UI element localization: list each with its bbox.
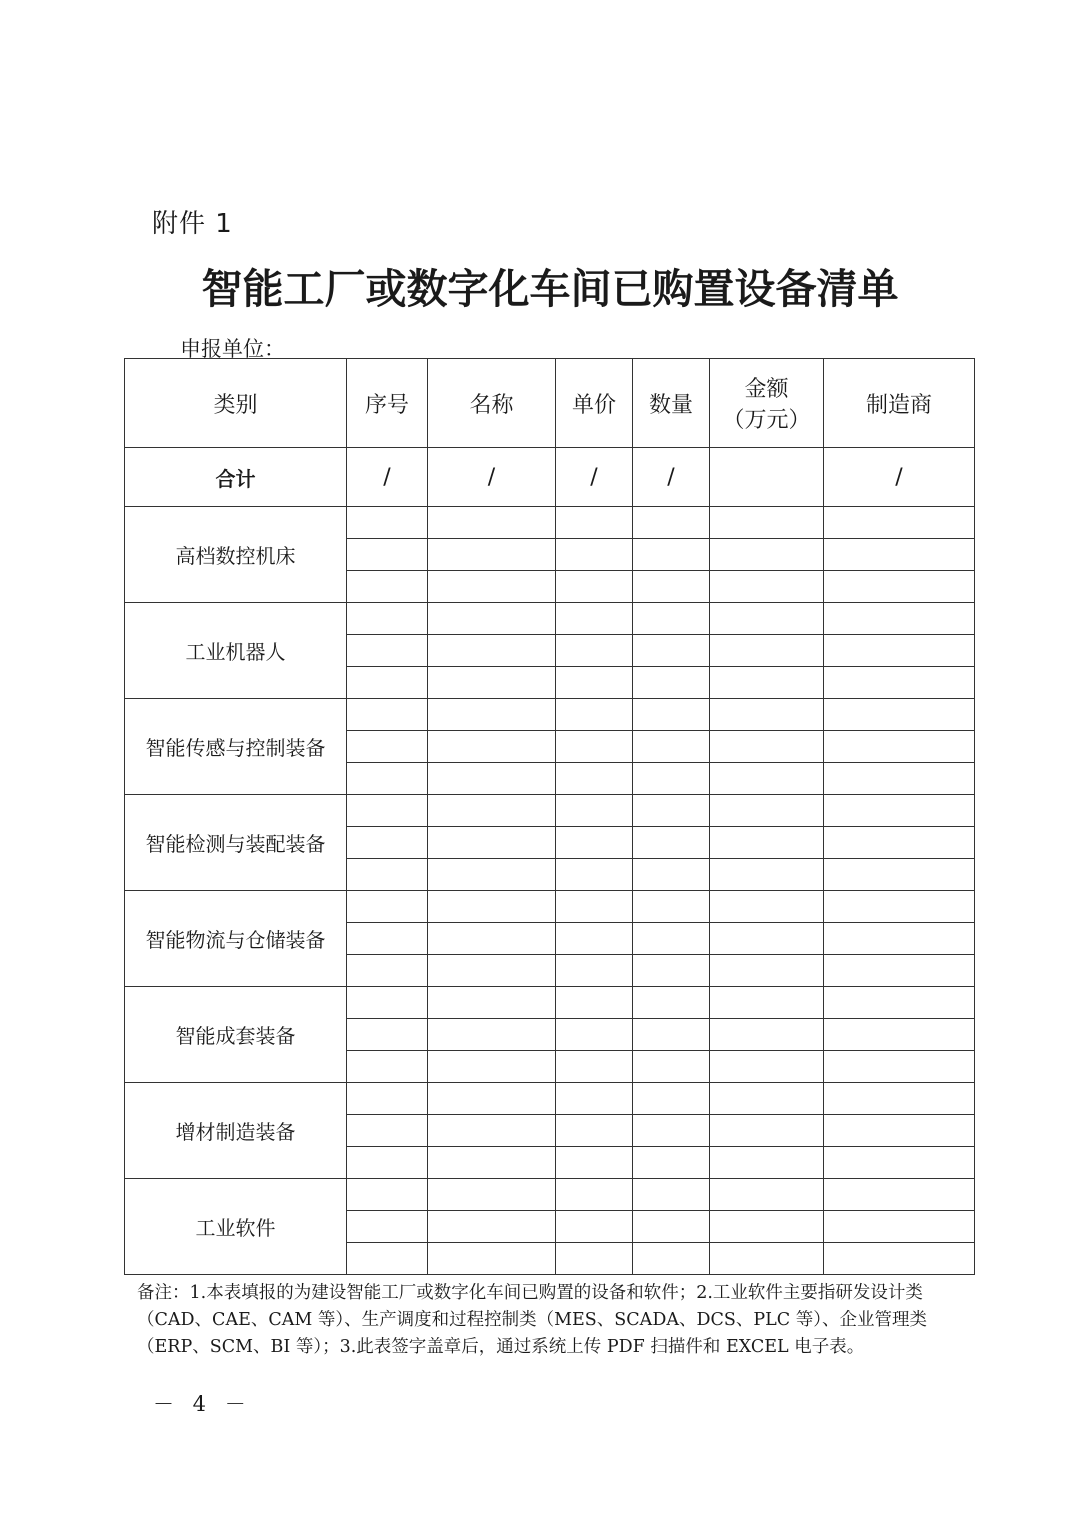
cell-name[interactable] xyxy=(428,1179,556,1211)
cell-amount[interactable] xyxy=(710,1147,824,1179)
cell-quantity[interactable] xyxy=(633,859,710,891)
total-quantity: / xyxy=(633,448,710,507)
cell-quantity[interactable] xyxy=(633,987,710,1019)
cell-name[interactable] xyxy=(428,763,556,795)
cell-quantity[interactable] xyxy=(633,667,710,699)
cell-serial[interactable] xyxy=(347,955,428,987)
cell-unit-price[interactable] xyxy=(556,891,633,923)
cell-manufacturer[interactable] xyxy=(824,987,975,1019)
cell-quantity[interactable] xyxy=(633,699,710,731)
cell-serial[interactable] xyxy=(347,891,428,923)
cell-name[interactable] xyxy=(428,1051,556,1083)
table-row xyxy=(125,987,975,1019)
cell-unit-price[interactable] xyxy=(556,1243,633,1275)
total-manufacturer: / xyxy=(824,448,975,507)
cell-name[interactable] xyxy=(428,699,556,731)
equipment-table xyxy=(124,358,975,1275)
cell-name[interactable] xyxy=(428,507,556,539)
cell-manufacturer[interactable] xyxy=(824,923,975,955)
cell-name[interactable] xyxy=(428,1083,556,1115)
cell-quantity[interactable] xyxy=(633,1179,710,1211)
cell-serial[interactable] xyxy=(347,987,428,1019)
cell-unit-price[interactable] xyxy=(556,923,633,955)
category-cell: 高档数控机床 xyxy=(125,507,347,603)
category-cell: 增材制造装备 xyxy=(125,1083,347,1179)
cell-amount[interactable] xyxy=(710,955,824,987)
category-cell: 工业软件 xyxy=(125,1179,347,1275)
cell-unit-price[interactable] xyxy=(556,827,633,859)
col-amount-label: 金额 xyxy=(744,377,789,402)
cell-unit-price[interactable] xyxy=(556,507,633,539)
total-amount xyxy=(710,448,824,507)
cell-amount[interactable] xyxy=(710,1211,824,1243)
cell-unit-price[interactable] xyxy=(556,1211,633,1243)
cell-manufacturer[interactable] xyxy=(824,891,975,923)
cell-unit-price[interactable] xyxy=(556,1083,633,1115)
cell-quantity[interactable] xyxy=(633,539,710,571)
cell-serial[interactable] xyxy=(347,603,428,635)
cell-quantity[interactable] xyxy=(633,1243,710,1275)
cell-name[interactable] xyxy=(428,795,556,827)
cell-amount[interactable] xyxy=(710,1051,824,1083)
cell-unit-price[interactable] xyxy=(556,987,633,1019)
cell-name[interactable] xyxy=(428,635,556,667)
cell-unit-price[interactable] xyxy=(556,603,633,635)
cell-manufacturer[interactable] xyxy=(824,635,975,667)
table-row xyxy=(125,795,975,827)
cell-unit-price[interactable] xyxy=(556,635,633,667)
cell-quantity[interactable] xyxy=(633,827,710,859)
cell-unit-price[interactable] xyxy=(556,1115,633,1147)
cell-amount[interactable] xyxy=(710,859,824,891)
category-cell: 智能检测与装配装备 xyxy=(125,795,347,891)
cell-amount[interactable] xyxy=(710,731,824,763)
cell-serial[interactable] xyxy=(347,763,428,795)
cell-unit-price[interactable] xyxy=(556,699,633,731)
col-amount-unit: （万元） xyxy=(722,408,811,433)
cell-serial[interactable] xyxy=(347,1115,428,1147)
total-unit-price: / xyxy=(556,448,633,507)
cell-quantity[interactable] xyxy=(633,507,710,539)
col-quantity: 数量 xyxy=(633,359,710,448)
cell-amount[interactable] xyxy=(710,1019,824,1051)
cell-unit-price[interactable] xyxy=(556,1179,633,1211)
cell-name[interactable] xyxy=(428,731,556,763)
cell-serial[interactable] xyxy=(347,1179,428,1211)
cell-manufacturer[interactable] xyxy=(824,571,975,603)
cell-manufacturer[interactable] xyxy=(824,667,975,699)
cell-name[interactable] xyxy=(428,955,556,987)
cell-manufacturer[interactable] xyxy=(824,1051,975,1083)
cell-unit-price[interactable] xyxy=(556,763,633,795)
table-row xyxy=(125,891,975,923)
cell-manufacturer[interactable] xyxy=(824,603,975,635)
cell-unit-price[interactable] xyxy=(556,667,633,699)
cell-name[interactable] xyxy=(428,539,556,571)
document-title: 智能工厂或数字化车间已购置设备清单 xyxy=(201,265,899,313)
total-row xyxy=(125,448,975,507)
cell-name[interactable] xyxy=(428,571,556,603)
cell-quantity[interactable] xyxy=(633,763,710,795)
cell-name[interactable] xyxy=(428,1019,556,1051)
cell-amount[interactable] xyxy=(710,827,824,859)
cell-amount[interactable] xyxy=(710,1115,824,1147)
cell-manufacturer[interactable] xyxy=(824,1211,975,1243)
cell-serial[interactable] xyxy=(347,539,428,571)
category-cell: 智能传感与控制装备 xyxy=(125,699,347,795)
cell-quantity[interactable] xyxy=(633,1019,710,1051)
col-serial: 序号 xyxy=(347,359,428,448)
cell-manufacturer[interactable] xyxy=(824,1147,975,1179)
cell-amount[interactable] xyxy=(710,1083,824,1115)
cell-name[interactable] xyxy=(428,827,556,859)
cell-manufacturer[interactable] xyxy=(824,539,975,571)
total-name: / xyxy=(428,448,556,507)
cell-manufacturer[interactable] xyxy=(824,795,975,827)
cell-quantity[interactable] xyxy=(633,1051,710,1083)
cell-serial[interactable] xyxy=(347,795,428,827)
cell-name[interactable] xyxy=(428,923,556,955)
page-number: － 4 － xyxy=(153,1392,252,1416)
cell-amount[interactable] xyxy=(710,923,824,955)
col-unit-price: 单价 xyxy=(556,359,633,448)
cell-unit-price[interactable] xyxy=(556,955,633,987)
cell-manufacturer[interactable] xyxy=(824,1115,975,1147)
cell-serial[interactable] xyxy=(347,667,428,699)
cell-manufacturer[interactable] xyxy=(824,1179,975,1211)
cell-name[interactable] xyxy=(428,603,556,635)
cell-amount[interactable] xyxy=(710,987,824,1019)
col-name: 名称 xyxy=(428,359,556,448)
table-row xyxy=(125,603,975,635)
cell-serial[interactable] xyxy=(347,1083,428,1115)
category-cell: 智能成套装备 xyxy=(125,987,347,1083)
cell-amount[interactable] xyxy=(710,571,824,603)
cell-quantity[interactable] xyxy=(633,731,710,763)
cell-unit-price[interactable] xyxy=(556,859,633,891)
cell-name[interactable] xyxy=(428,1115,556,1147)
cell-manufacturer[interactable] xyxy=(824,1083,975,1115)
cell-unit-price[interactable] xyxy=(556,731,633,763)
table-row xyxy=(125,699,975,731)
cell-manufacturer[interactable] xyxy=(824,859,975,891)
cell-amount[interactable] xyxy=(710,507,824,539)
cell-serial[interactable] xyxy=(347,1211,428,1243)
cell-unit-price[interactable] xyxy=(556,1051,633,1083)
cell-name[interactable] xyxy=(428,859,556,891)
cell-manufacturer[interactable] xyxy=(824,1243,975,1275)
cell-unit-price[interactable] xyxy=(556,539,633,571)
cell-amount[interactable] xyxy=(710,795,824,827)
category-cell: 智能物流与仓储装备 xyxy=(125,891,347,987)
cell-manufacturer[interactable] xyxy=(824,955,975,987)
cell-serial[interactable] xyxy=(347,635,428,667)
cell-name[interactable] xyxy=(428,1147,556,1179)
cell-unit-price[interactable] xyxy=(556,1019,633,1051)
cell-name[interactable] xyxy=(428,667,556,699)
cell-manufacturer[interactable] xyxy=(824,763,975,795)
cell-name[interactable] xyxy=(428,987,556,1019)
cell-serial[interactable] xyxy=(347,1051,428,1083)
cell-quantity[interactable] xyxy=(633,1211,710,1243)
cell-serial[interactable] xyxy=(347,1019,428,1051)
cell-manufacturer[interactable] xyxy=(824,1019,975,1051)
cell-amount[interactable] xyxy=(710,763,824,795)
table-row xyxy=(125,507,975,539)
applicant-unit-label: 申报单位： xyxy=(180,337,285,361)
cell-amount[interactable] xyxy=(710,603,824,635)
cell-serial[interactable] xyxy=(347,859,428,891)
cell-quantity[interactable] xyxy=(633,795,710,827)
cell-amount[interactable] xyxy=(710,667,824,699)
total-label: 合计 xyxy=(125,448,347,507)
col-manufacturer: 制造商 xyxy=(824,359,975,448)
total-serial: / xyxy=(347,448,428,507)
cell-name[interactable] xyxy=(428,1243,556,1275)
cell-quantity[interactable] xyxy=(633,955,710,987)
cell-serial[interactable] xyxy=(347,731,428,763)
cell-unit-price[interactable] xyxy=(556,1147,633,1179)
cell-name[interactable] xyxy=(428,891,556,923)
cell-serial[interactable] xyxy=(347,1147,428,1179)
notes: 备注：1.本表填报的为建设智能工厂或数字化车间已购置的设备和软件；2.工业软件主要指研发设计类（CAD、CAE、CAM 等）、生产调度和过程控制类（MES、SCADA、DCS、PLC 等）、企业管理类（ERP、SCM、BI 等）；3.此表签字盖章后，通过系统上传 PDF 扫描件和 EXCEL 电子表。 xyxy=(137,1283,927,1357)
cell-unit-price[interactable] xyxy=(556,571,633,603)
cell-serial[interactable] xyxy=(347,507,428,539)
cell-unit-price[interactable] xyxy=(556,795,633,827)
cell-quantity[interactable] xyxy=(633,635,710,667)
cell-serial[interactable] xyxy=(347,571,428,603)
cell-serial[interactable] xyxy=(347,1243,428,1275)
cell-amount[interactable] xyxy=(710,1179,824,1211)
cell-amount[interactable] xyxy=(710,1243,824,1275)
attachment-label: 附件 1 xyxy=(152,209,233,239)
cell-quantity[interactable] xyxy=(633,603,710,635)
cell-manufacturer[interactable] xyxy=(824,507,975,539)
category-cell: 工业机器人 xyxy=(125,603,347,699)
cell-name[interactable] xyxy=(428,1211,556,1243)
col-category: 类别 xyxy=(125,359,347,448)
header-row xyxy=(125,359,975,448)
cell-amount[interactable] xyxy=(710,635,824,667)
cell-quantity[interactable] xyxy=(633,1083,710,1115)
cell-serial[interactable] xyxy=(347,923,428,955)
cell-quantity[interactable] xyxy=(633,1147,710,1179)
col-amount xyxy=(710,359,824,448)
table-row xyxy=(125,1083,975,1115)
cell-manufacturer[interactable] xyxy=(824,731,975,763)
cell-quantity[interactable] xyxy=(633,1115,710,1147)
cell-serial[interactable] xyxy=(347,699,428,731)
cell-manufacturer[interactable] xyxy=(824,699,975,731)
cell-amount[interactable] xyxy=(710,891,824,923)
cell-quantity[interactable] xyxy=(633,891,710,923)
cell-quantity[interactable] xyxy=(633,923,710,955)
cell-serial[interactable] xyxy=(347,827,428,859)
cell-amount[interactable] xyxy=(710,699,824,731)
cell-amount[interactable] xyxy=(710,539,824,571)
cell-quantity[interactable] xyxy=(633,571,710,603)
table-row xyxy=(125,1179,975,1211)
cell-manufacturer[interactable] xyxy=(824,827,975,859)
